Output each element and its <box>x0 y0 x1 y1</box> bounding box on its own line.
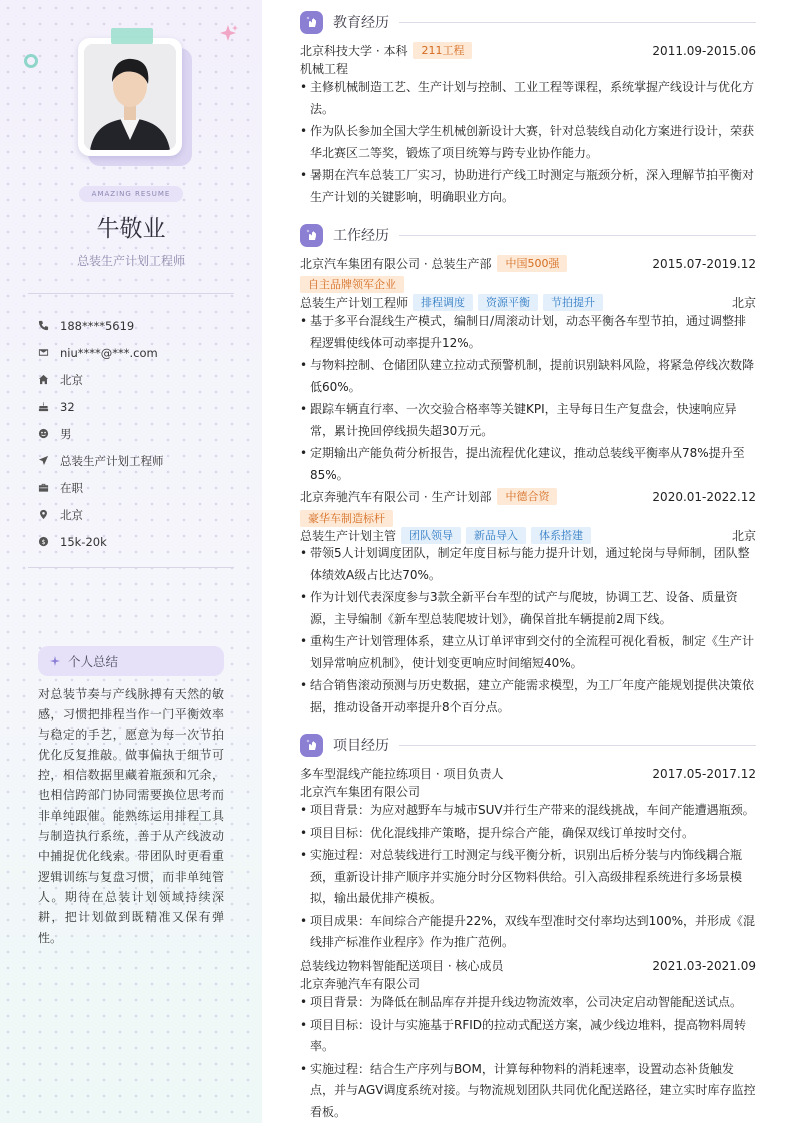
section-icon <box>300 734 323 757</box>
section-title: 项目经历 <box>333 738 389 754</box>
sparkle-hand-icon <box>306 16 318 28</box>
company-tag: 中德合资 <box>497 488 557 505</box>
section-icon <box>300 11 323 34</box>
contact-list <box>38 312 238 555</box>
contact-home <box>38 366 238 393</box>
summary-heading <box>38 646 224 676</box>
contact-text: 北京 <box>60 372 83 387</box>
divider <box>28 567 234 568</box>
company-name: 北京汽车集团有限公司 · 总装生产部 <box>300 257 492 271</box>
contact-text: 32 <box>60 399 75 414</box>
project-title: 多车型混线产能拉练项目 · 项目负责人 <box>300 767 504 781</box>
contact-text: 188****5619 <box>60 318 135 333</box>
skill-tag: 体系搭建 <box>531 527 591 544</box>
home-icon <box>38 374 49 385</box>
skill-tag: 排程调度 <box>413 294 473 311</box>
school-name: 北京科技大学 · 本科 <box>300 44 408 58</box>
section-rule <box>399 745 756 746</box>
person-name: 牛敬业 <box>96 216 166 242</box>
send-icon <box>38 455 49 466</box>
job-header <box>300 254 756 273</box>
mail-icon <box>38 347 49 358</box>
contact-email <box>38 339 238 366</box>
project-title: 总装线边物料智能配送项目 · 核心成员 <box>300 959 504 973</box>
list-item: • 作为计划代表深度参与3款全新平台车型的试产与爬坡，协调工艺、设备、质量资源，主导编制《新车型总装爬坡计划》，确保首批车辆提前2周下线。 <box>300 587 756 630</box>
list-item: • 定期输出产能负荷分析报告，提出流程优化建议，推动总装线平衡率从78%提升至85%。 <box>300 443 756 486</box>
section-education <box>300 10 756 34</box>
contact-age <box>38 393 238 420</box>
contact-text: 总装生产计划工程师 <box>60 453 164 468</box>
job-city: 北京 <box>731 529 756 543</box>
project-bullets <box>300 800 756 955</box>
contact-text: 在职 <box>60 480 83 495</box>
resume-badge: AMAZING RESUME <box>79 186 183 202</box>
company-tag: 豪华车制造标杆 <box>300 510 393 527</box>
list-item: • 实施过程：对总装线进行工时测定与线平衡分析，识别出后桥分装与内饰线耦合瓶颈，重新设计排产顺序并实施分时分区物料供给。引入高级排程系统进行多场景模拟，输出最优排产模板。 <box>300 845 756 910</box>
section-icon <box>300 224 323 247</box>
project-org: 北京奔驰汽车有限公司 <box>300 977 421 991</box>
svg-text:$: $ <box>41 537 46 546</box>
gender-icon <box>38 428 49 439</box>
project-header <box>300 764 756 783</box>
location-pin-icon <box>38 509 49 520</box>
education-date: 2011.09-2015.06 <box>652 43 756 58</box>
project-bullets <box>300 992 756 1123</box>
skill-tag: 新品导入 <box>466 527 526 544</box>
contact-target-position <box>38 447 238 474</box>
job-bullets <box>300 543 756 719</box>
list-item: • 主修机械制造工艺、生产计划与控制、工业工程等课程，系统掌握产线设计与优化方法。 <box>300 77 756 120</box>
section-title: 工作经历 <box>333 228 389 244</box>
photo-tape-decoration <box>111 28 153 44</box>
list-item: • 项目目标：优化混线排产策略，提升综合产能，确保双线订单按时交付。 <box>300 823 756 845</box>
job-title: 总装生产计划工程师 <box>76 254 185 268</box>
company-name: 北京奔驰汽车有限公司 · 生产计划部 <box>300 490 492 504</box>
contact-gender <box>38 420 238 447</box>
summary-heading-label: 个人总结 <box>68 654 119 669</box>
project-org-row <box>300 782 756 801</box>
list-item: • 与物料控制、仓储团队建立拉动式预警机制，提前识别缺料风险，将紧急停线次数降低60%。 <box>300 355 756 398</box>
project-date: 2017.05-2017.12 <box>652 766 756 781</box>
contact-text: 北京 <box>60 507 83 522</box>
education-major <box>300 59 756 78</box>
contact-status <box>38 474 238 501</box>
sidebar <box>0 0 262 1123</box>
sparkle-hand-icon <box>306 739 318 751</box>
project-org: 北京汽车集团有限公司 <box>300 785 421 799</box>
decorative-ring <box>24 54 38 68</box>
company-tag: 自主品牌领军企业 <box>300 276 404 293</box>
section-rule <box>399 235 756 236</box>
project-header <box>300 956 756 975</box>
contact-text: niu****@***.com <box>60 345 158 360</box>
section-work <box>300 223 756 247</box>
avatar <box>78 38 186 160</box>
contact-text: 15k-20k <box>60 534 107 549</box>
divider <box>28 293 234 294</box>
list-item: • 项目背景：为应对越野车与城市SUV并行生产带来的混线挑战，车间产能遭遇瓶颈。 <box>300 800 756 822</box>
contact-salary <box>38 528 238 555</box>
contact-location <box>38 501 238 528</box>
project-date: 2021.03-2021.09 <box>652 958 756 973</box>
education-bullets <box>300 77 756 209</box>
list-item: • 项目成果：车间综合产能提升22%，双线车型准时交付率均达到100%，并形成《混线排产标准作业程序》作为推广范例。 <box>300 911 756 954</box>
job-tag-row <box>300 275 756 294</box>
job-date: 2020.01-2022.12 <box>652 489 756 504</box>
list-item: • 暑期在汽车总装工厂实习，协助进行产线工时测定与瓶颈分析，深入理解节拍平衡对生产计划的关键影响，明确职业方向。 <box>300 165 756 208</box>
job-role-row <box>300 293 756 312</box>
list-item: • 跟踪车辆直行率、一次交验合格率等关键KPI，主导每日生产复盘会，快速响应异常，累计挽回停线损失超30万元。 <box>300 399 756 442</box>
sparkle-hand-icon <box>306 229 318 241</box>
briefcase-icon <box>38 482 49 493</box>
skill-tag: 团队领导 <box>401 527 461 544</box>
contact-phone <box>38 312 238 339</box>
list-item: • 项目背景：为降低在制品库存并提升线边物流效率，公司决定启动智能配送试点。 <box>300 992 756 1014</box>
list-item: • 重构生产计划管理体系，建立从订单评审到交付的全流程可视化看板，制定《生产计划异常响应机制》，使计划变更响应时间缩短40%。 <box>300 631 756 674</box>
list-item: • 基于多平台混线生产模式，编制日/周滚动计划，动态平衡各车型节拍，通过调整排程逻辑使线体可动率提升12%。 <box>300 311 756 354</box>
contact-text: 男 <box>60 426 72 441</box>
list-item: • 项目目标：设计与实施基于RFID的拉动式配送方案，减少线边堆料，提高物料周转率。 <box>300 1015 756 1058</box>
summary-text: 对总装节奏与产线脉搏有天然的敏感，习惯把排程当作一门平衡效率与稳定的手艺，愿意为每一次节拍优化反复推敲。做事偏执于细节可控，相信数据里藏着瓶颈和冗余，也相信跨部门协同需要换位思考而非单纯跟催。能熟练运用排程工具与制造执行系统，善于从产线波动中捕捉优化线索。带团队时更看重逻辑训练与复盘习惯，而非单纯管人。期待在总装计划领域持续深耕，把计划做到既精准又保有弹性。 <box>38 687 224 945</box>
sparkle-icon <box>50 656 60 666</box>
section-rule <box>399 22 756 23</box>
sparkle-icon <box>219 24 239 44</box>
section-title: 教育经历 <box>333 15 389 31</box>
profile-photo <box>84 44 176 150</box>
job-role: 总装生产计划工程师 <box>300 296 409 310</box>
salary-icon <box>38 536 49 547</box>
skill-tag: 资源平衡 <box>478 294 538 311</box>
list-item: • 带领5人计划调度团队，制定年度目标与能力提升计划，通过轮岗与导师制，团队整体绩效A级占比达70%。 <box>300 543 756 586</box>
project-org-row <box>300 974 756 993</box>
cake-icon <box>38 401 49 412</box>
school-tag: 211工程 <box>413 42 472 59</box>
company-tag: 中国500强 <box>497 255 567 272</box>
job-header <box>300 487 756 506</box>
section-projects <box>300 733 756 757</box>
job-city: 北京 <box>731 296 756 310</box>
list-item: • 作为队长参加全国大学生机械创新设计大赛，针对总装线自动化方案进行设计，荣获华北赛区二等奖，锻炼了项目统筹与跨专业协作能力。 <box>300 121 756 164</box>
list-item: • 实施过程：结合生产序列与BOM，计算每种物料的消耗速率，设置动态补货触发点，并与AGV调度系统对接。与物流规划团队共同优化配送路径，建立实时库存监控看板。 <box>300 1059 756 1123</box>
major-name: 机械工程 <box>300 62 349 76</box>
skill-tag: 节拍提升 <box>543 294 603 311</box>
phone-icon <box>38 320 49 331</box>
job-date: 2015.07-2019.12 <box>652 256 756 271</box>
job-role: 总装生产计划主管 <box>300 529 397 543</box>
job-bullets <box>300 311 756 487</box>
list-item: • 结合销售滚动预测与历史数据，建立产能需求模型，为工厂年度产能规划提供决策依据，推动设备开动率提升8个百分点。 <box>300 675 756 718</box>
education-header <box>300 41 756 60</box>
